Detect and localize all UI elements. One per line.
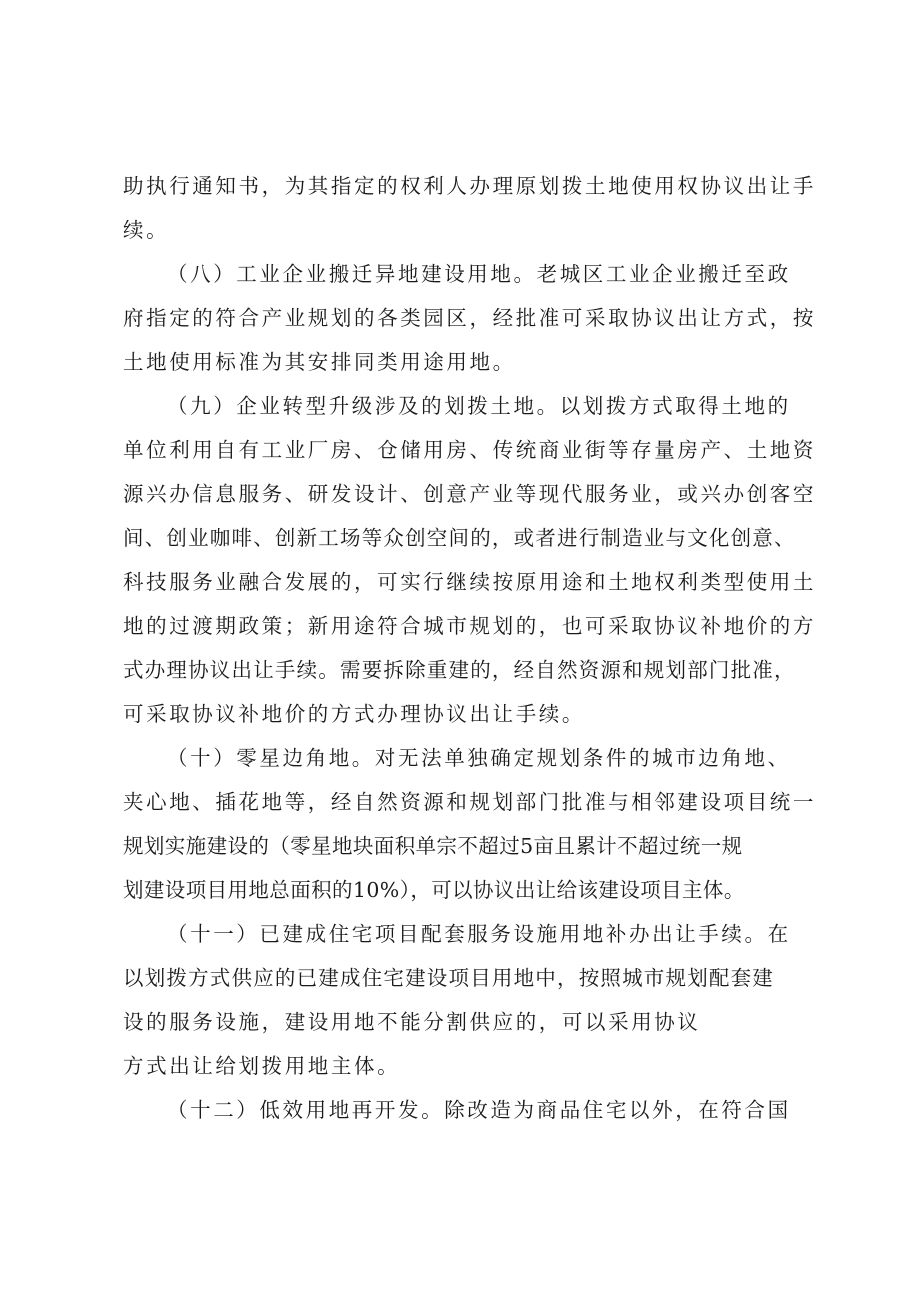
text-line-16: 规划实施建设的（零星地块面积单宗不超过5亩且累计不超过统一规 bbox=[123, 834, 743, 858]
text-line-5: 土地使用标准为其安排同类用途用地。 bbox=[123, 350, 516, 374]
text-line-10: 科技服务业融合发展的，可实行继续按原用途和土地权利类型使用土 bbox=[123, 570, 816, 594]
text-line-14: （十）零星边角地。对无法单独确定规划条件的城市边角地、 bbox=[167, 746, 791, 770]
text-line-6: （九）企业转型升级涉及的划拨土地。以划拨方式取得土地的 bbox=[167, 394, 791, 418]
text-line-22: （十二）低效用地再开发。除改造为商品住宅以外，在符合国 bbox=[167, 1098, 791, 1122]
text-line-13: 可采取协议补地价的方式办理协议出让手续。 bbox=[123, 702, 585, 726]
text-line-12: 式办理协议出让手续。需要拆除重建的，经自然资源和规划部门批准， bbox=[123, 658, 796, 682]
text-line-8: 源兴办信息服务、研发设计、创意产业等现代服务业，或兴办创客空 bbox=[123, 482, 816, 506]
text-line-7: 单位利用自有工业厂房、仓储用房、传统商业街等存量房产、土地资 bbox=[123, 438, 816, 462]
text-line-1: 助执行通知书，为其指定的权利人办理原划拨土地使用权协议出让手 bbox=[123, 174, 816, 198]
text-line-19: 以划拨方式供应的已建成住宅建设项目用地中，按照城市规划配套建 bbox=[123, 966, 774, 990]
text-line-2: 续。 bbox=[123, 218, 170, 242]
text-line-20: 设的服务设施，建设用地不能分割供应的，可以采用协议 bbox=[123, 1010, 701, 1034]
text-line-15: 夹心地、插花地等，经自然资源和规划部门批准与相邻建设项目统一 bbox=[123, 790, 816, 814]
text-line-3: （八）工业企业搬迁异地建设用地。老城区工业企业搬迁至政 bbox=[167, 262, 791, 286]
text-line-17: 划建设项目用地总面积的10%），可以协议出让给该建设项目主体。 bbox=[123, 878, 745, 902]
text-line-11: 地的过渡期政策；新用途符合城市规划的，也可采取协议补地价的方 bbox=[123, 614, 816, 638]
text-line-21: 方式出让给划拨用地主体。 bbox=[123, 1054, 401, 1078]
text-line-18: （十一）已建成住宅项目配套服务设施用地补办出让手续。在 bbox=[167, 922, 791, 946]
text-line-9: 间、创业咖啡、创新工场等众创空间的，或者进行制造业与文化创意、 bbox=[123, 526, 796, 550]
text-line-4: 府指定的符合产业规划的各类园区，经批准可采取协议出让方式，按 bbox=[123, 306, 816, 330]
